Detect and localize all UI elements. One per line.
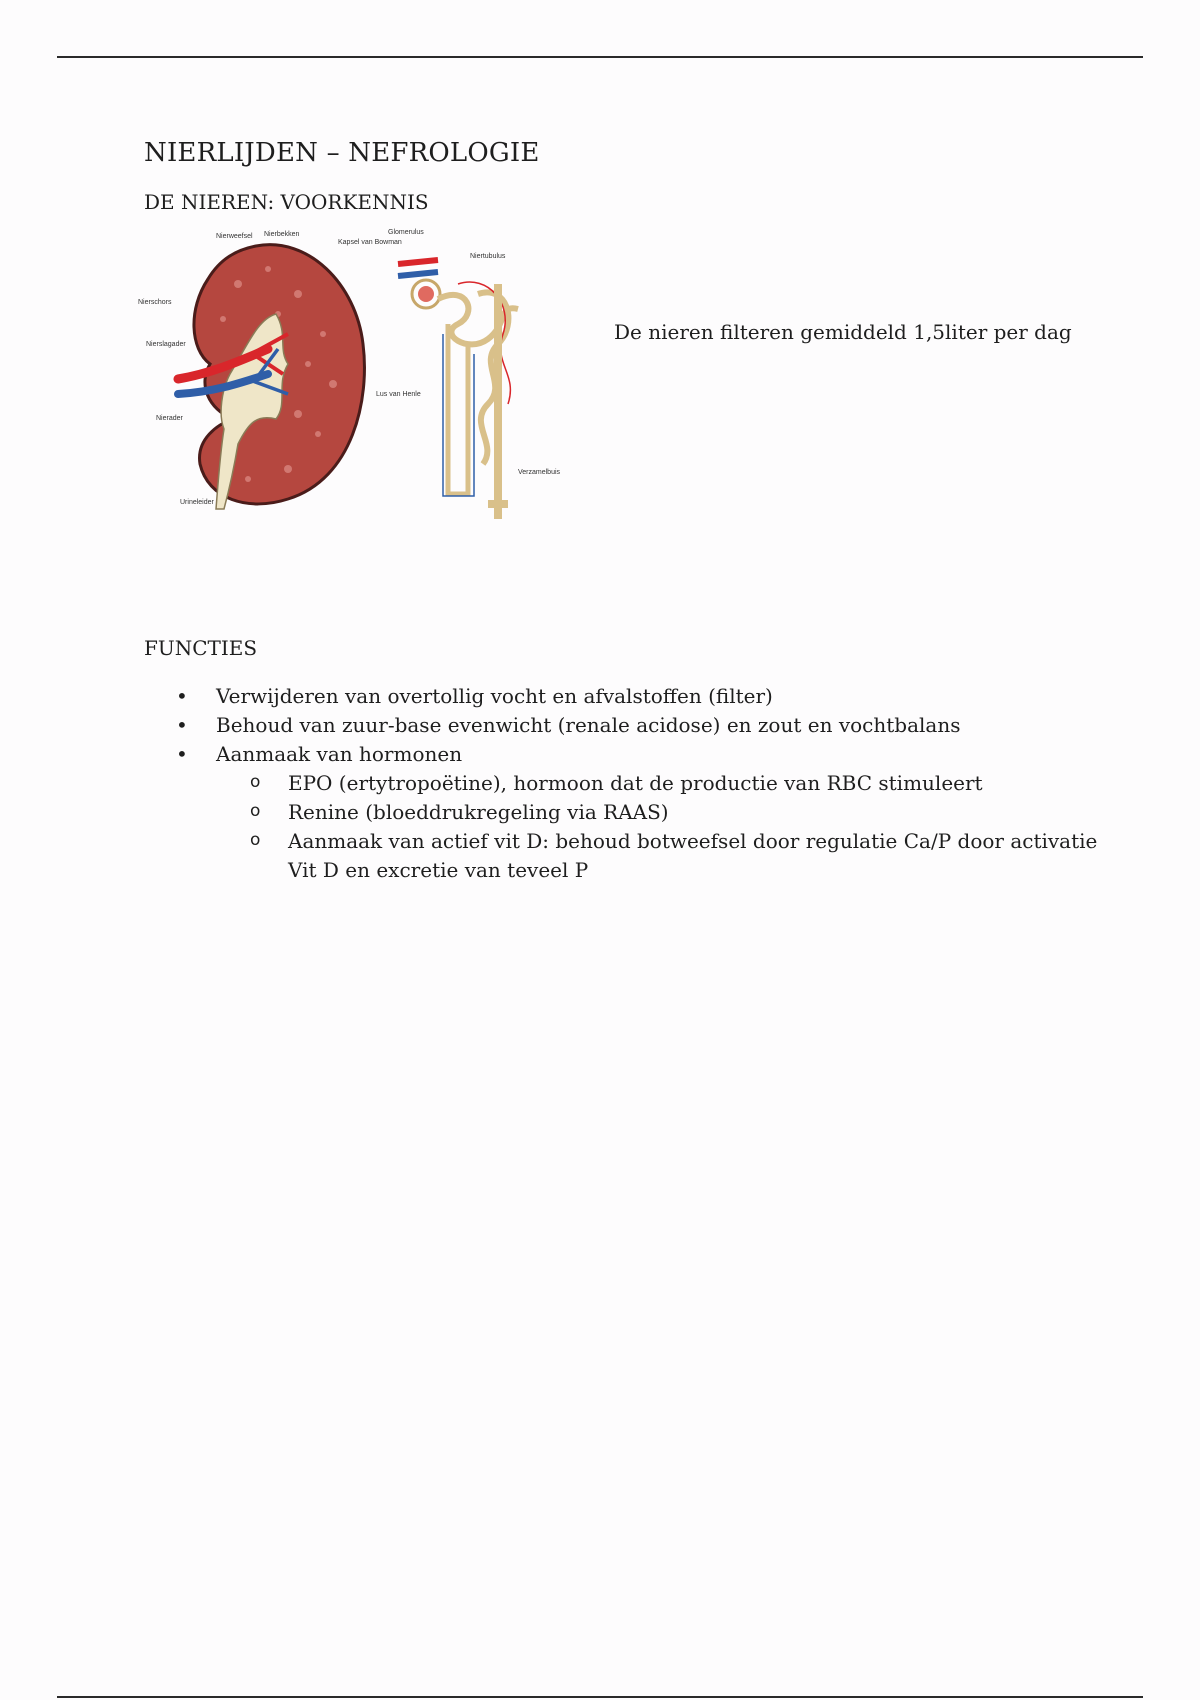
sub-bullet-icon: o [250, 772, 261, 792]
label-glomerulus: Glomerulus [388, 229, 424, 236]
function-item [144, 740, 1104, 885]
kidney-drawing [138, 231, 364, 509]
kidney-nephron-illustration [138, 224, 598, 529]
function-text: Aanmaak van hormonen [216, 742, 463, 766]
label-kapsel: Kapsel van Bowman [338, 239, 402, 246]
section-heading-voorkennis: DE NIEREN: VOORKENNIS [144, 190, 429, 214]
label-nierslagader: Nierslagader [146, 341, 186, 348]
hormones-list [216, 769, 1104, 885]
label-nierschors: Nierschors [138, 299, 172, 306]
hormone-text: Renine (bloeddrukregeling via RAAS) [288, 800, 669, 824]
filtration-fact: De nieren filteren gemiddeld 1,5liter per dag [614, 320, 1072, 344]
label-nierweefsel: Nierweefsel [216, 233, 253, 240]
label-niertubulus: Niertubulus [470, 253, 506, 260]
hormone-item [216, 827, 1104, 885]
hormone-text: Aanmaak van actief vit D: behoud botweefsel door regulatie Ca/P door activatie Vit D en excretie van teveel P [288, 829, 1098, 882]
label-lus-van-henle: Lus van Henle [376, 391, 421, 398]
nephron-drawing [338, 229, 561, 519]
function-item [144, 682, 1104, 711]
bullet-icon: • [176, 684, 188, 708]
footer-rule [57, 1696, 1143, 1698]
bullet-icon: • [176, 742, 188, 766]
hormone-item [216, 769, 1104, 798]
function-text: Behoud van zuur-base evenwicht (renale acidose) en zout en vochtbalans [216, 713, 961, 737]
hormone-text: EPO (ertytropoëtine), hormoon dat de productie van RBC stimuleert [288, 771, 983, 795]
kidney-figure-row [138, 224, 1104, 534]
section-heading-functies: FUNCTIES [144, 636, 258, 660]
label-nierbekken: Nierbekken [264, 231, 300, 238]
bullet-icon: • [176, 713, 188, 737]
label-urineleider: Urineleider [180, 499, 214, 506]
label-nierader: Nierader [156, 415, 183, 422]
sub-bullet-icon: o [250, 801, 261, 821]
page-title: NIERLIJDEN – NEFROLOGIE [144, 138, 540, 168]
function-item [144, 711, 1104, 740]
hormone-item [216, 798, 1104, 827]
functions-list [144, 682, 1104, 885]
label-verzamelbuis: Verzamelbuis [518, 469, 561, 476]
page-content [138, 138, 1104, 885]
function-text: Verwijderen van overtollig vocht en afvalstoffen (filter) [216, 684, 773, 708]
sub-bullet-icon: o [250, 830, 261, 850]
header-rule [57, 56, 1143, 58]
